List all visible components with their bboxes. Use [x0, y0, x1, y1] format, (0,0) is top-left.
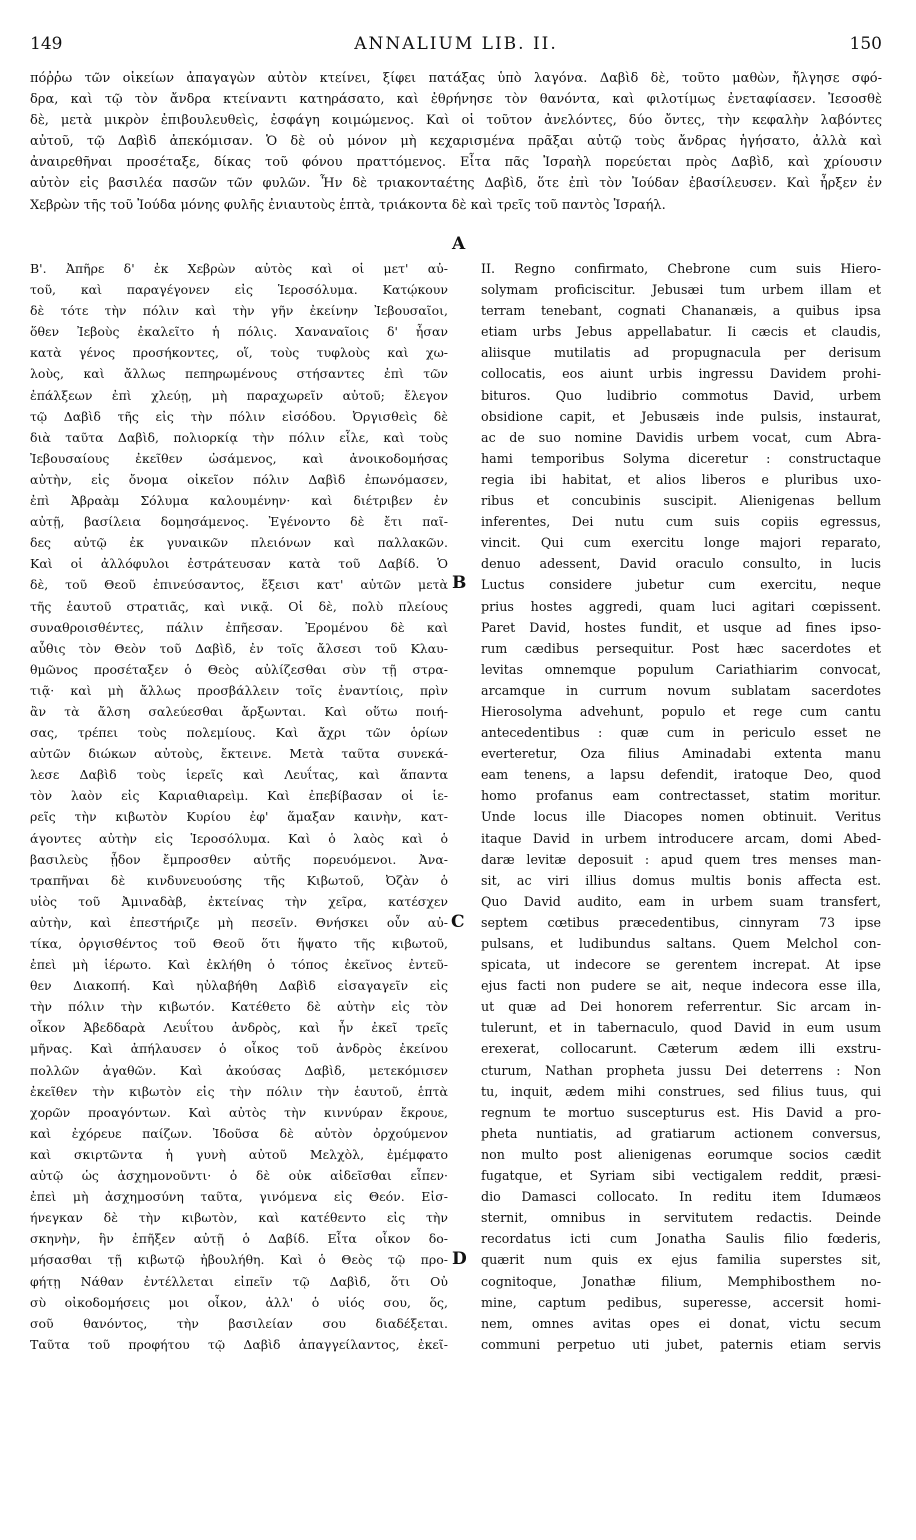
- text-line: antecedentibus : quæ cum in periculo esset ne: [481, 725, 881, 741]
- text-line: daræ levitæ deposuit : apud quem tres menses man-: [481, 851, 881, 867]
- text-line: δὲ, τοῦ Θεοῦ ἐπινεύσαντος, ἔξεισι κατ' αὐτῶν μετὰ: [30, 577, 448, 593]
- text-line: οἶκον Ἀβεδδαρὰ Λευΐτου ἀνδρὸς, καὶ ἦν ἐκεῖ τρεῖς: [30, 1020, 448, 1036]
- margin-letter-c: C: [451, 912, 465, 932]
- text-line: τραπῆναι δὲ κινδυνευούσης τῆς Κιβωτοῦ, Ὀζὰν ὁ: [30, 872, 448, 888]
- text-line: ρεῖς τὴν κιβωτὸν Κυρίου ἐφ' ἅμαξαν καινὴν, κατ-: [30, 809, 448, 825]
- text-line: ήνεγκαν δὲ τὴν κιβωτὸν, καὶ κατέθεντο εἰς τὴν: [30, 1210, 448, 1226]
- margin-letter-b: B: [452, 573, 467, 593]
- text-line: αὐτὸν εἰς βασιλέα πασῶν τῶν φυλῶν. Ἦν δὲ τριακονταέτης Δαβὶδ, ὅτε ἐπὶ τὸν Ἰούδαν ἐβασίλευσεν. Καὶ ἦρξεν ἐν: [30, 176, 882, 192]
- text-line: θεν Διακοπή. Καὶ ηὐλαβήθη Δαβὶδ εἰσαγαγεῖν εἰς: [30, 978, 448, 994]
- text-line: regia ibi habitat, et alios liberos e pluribus uxo-: [481, 471, 881, 487]
- text-line: Καὶ οἱ ἀλλόφυλοι ἐστράτευσαν κατὰ τοῦ Δαβίδ. Ὁ: [30, 556, 448, 572]
- text-line: φήτῃ Νάθαν ἐντέλλεται εἰπεῖν τῷ Δαβὶδ, ὅτι Οὐ: [30, 1273, 448, 1289]
- text-line: obsidione capit, et Jebusæis inde pulsis, instaurat,: [481, 408, 881, 424]
- text-line: Ἰεβουσαίους ἐκεῖθεν ὠσάμενος, καὶ ἀνοικοδομήσας: [30, 450, 448, 466]
- text-line: τῷ Δαβὶδ τῆς εἰς τὴν πόλιν εἰσόδου. Ὀργισθεὶς δὲ: [30, 408, 448, 424]
- margin-letter-d: D: [452, 1249, 467, 1269]
- text-line: terram tenebant, cognati Chananæis, a quibus ipsa: [481, 303, 881, 319]
- text-line: μήσασθαι τῇ κιβωτῷ ἠβουλήθη. Καὶ ὁ Θεὸς τῷ προ-: [30, 1252, 448, 1268]
- text-line: διὰ ταῦτα Δαβὶδ, πολιορκίᾳ τὴν πόλιν εἷλε, καὶ τοὺς: [30, 429, 448, 445]
- text-line: solymam proficiscitur. Jebusæi tum urbem illam et: [481, 282, 881, 298]
- text-line: ἀναιρεθῆναι προσέταξε, δίκας τοῦ φόνου πραττόμενος. Εἶτα πᾶς Ἰσραὴλ πορεύεται πρὸς Δαβὶδ, καὶ χρίουσιν: [30, 155, 882, 171]
- text-line: erexerat, collocarunt. Cæterum ædem illi exstru-: [481, 1041, 881, 1057]
- text-line: Unde locus ille Diacopes nomen obtinuit. Veritus: [481, 809, 881, 825]
- text-line: bituros. Quo ludibrio commotus David, urbem: [481, 387, 881, 403]
- text-line: ribus et concubinis suscipit. Alienigenas bellum: [481, 493, 881, 509]
- text-line: nem, omnes avitas opes ei donat, victu secum: [481, 1315, 881, 1331]
- text-line: ἐπεὶ μὴ ἀσχημοσύνη ταῦτα, γινόμενα εἰς Θεόν. Εἰσ-: [30, 1189, 448, 1205]
- text-line: ἐπὶ Ἀβραὰμ Σόλυμα καλουμένην· καὶ διέτριβεν ἐν: [30, 493, 448, 509]
- page-number-right: 150: [849, 34, 882, 54]
- text-line: ἂν τὰ ἄλση σαλεύεσθαι ἄρξωνται. Καὶ οὕτω ποιή-: [30, 703, 448, 719]
- text-line: cturum, Nathan propheta jussu Dei deterrens : Non: [481, 1062, 881, 1078]
- text-line: αὖθις τὸν Θεὸν τοῦ Δαβὶδ, ἐν τοῖς ἄλσεσι τοῦ Κλαυ-: [30, 640, 448, 656]
- text-line: fugatque, et Syriam sibi vectigalem reddit, præsi-: [481, 1168, 881, 1184]
- text-line: ut quæ ad Dei honorem referrentur. Sic arcam in-: [481, 999, 881, 1015]
- text-line: καὶ ἐχόρευε παίζων. Ἰδοῦσα δὲ αὐτὸν ὀρχούμενον: [30, 1125, 448, 1141]
- text-line: μῆνας. Καὶ ἀπήλαυσεν ὁ οἶκος τοῦ ἀνδρὸς ἐκείνου: [30, 1041, 448, 1057]
- text-line: hami temporibus Solyma diceretur : constructaque: [481, 450, 881, 466]
- text-line: Luctus considere jubetur cum exercitu, neque: [481, 577, 881, 593]
- text-line: πόῤῥω τῶν οἰκείων ἀπαγαγὼν αὐτὸν κτείνει, ξίφει πατάξας ὑπὸ λαγόνα. Δαβὶδ δὲ, τοῦτο μαθὼν, ἤλγησε σφό-: [30, 71, 882, 86]
- text-line: Quo David audito, eam in urbem suam transfert,: [481, 893, 881, 909]
- text-line: etiam urbs Jebus appellabatur. Ii cæcis et claudis,: [481, 324, 881, 340]
- text-line: ἐπεὶ μὴ ἱέρωτο. Καὶ ἐκλήθη ὁ τόπος ἐκεῖνος ἐντεῦ-: [30, 957, 448, 973]
- text-line: ἐκεῖθεν τὴν κιβωτὸν εἰς τὴν πόλιν τὴν ἑαυτοῦ, ἑπτὰ: [30, 1083, 448, 1099]
- text-line: αὐτῶν διώκων αὐτοὺς, ἔκτεινε. Μετὰ ταῦτα συνεκά-: [30, 746, 448, 762]
- text-line: septem cœtibus præcedentibus, cinnyram 73 ipse: [481, 914, 881, 930]
- text-line: mine, captum pedibus, superesse, accersit homi-: [481, 1294, 881, 1310]
- text-line: άγοντες αὐτὴν εἰς Ἱεροσόλυμα. Καὶ ὁ λαὸς καὶ ὁ: [30, 830, 448, 846]
- text-line: Β'. Ἀπῆρε δ' ἐκ Χεβρὼν αὐτὸς καὶ οἱ μετ' αὐ-: [30, 261, 448, 276]
- text-line: denuo adessent, David oraculo consulto, in lucis: [481, 556, 881, 572]
- text-line: χορῶν προαγόντων. Καὶ αὐτὸς τὴν κιννύραν ἔκρουε,: [30, 1104, 448, 1120]
- text-line: collocatis, eos aiunt urbis ingressu Davidem prohi-: [481, 366, 881, 382]
- text-line: aliisque mutilatis ad propugnacula per derisum: [481, 345, 881, 361]
- running-title: ANNALIUM LIB. II.: [354, 34, 558, 54]
- text-line: κατὰ γένος προσήκοντες, οἵ, τοὺς τυφλοὺς καὶ χω-: [30, 345, 448, 361]
- text-line: levitas omnemque populum Cariathiarim convocat,: [481, 661, 881, 677]
- text-line: vincit. Qui cum exercitu longe majori reparato,: [481, 535, 881, 551]
- text-line: Paret David, hostes fundit, et usque ad fines ipso-: [481, 619, 881, 635]
- text-line: δες αὐτῷ ἐκ γυναικῶν πλειόνων καὶ παλλακῶν.: [30, 535, 448, 551]
- text-line: ejus facti non pudere se ait, neque indecora esse illa,: [481, 978, 881, 994]
- text-line: σας, τρέπει τοὺς πολεμίους. Καὶ ἄχρι τῶν ὁρίων: [30, 725, 448, 741]
- text-line: regnum te mortuo suscepturus est. His David a pro-: [481, 1104, 881, 1120]
- text-line: αὐτῷ ὡς ἀσχημονοῦντι· ὁ δὲ οὐκ αἰδεῖσθαι εἶπεν·: [30, 1168, 448, 1184]
- text-line: λοὺς, καὶ ἄλλως πεπηρωμένους στήσαντες ἐπὶ τῶν: [30, 366, 448, 382]
- text-line: δρα, καὶ τῷ τὸν ἄνδρα κτείναντι κατηράσατο, καὶ ἐθρήνησε τὸν θανόντα, καὶ φιλοτίμως ἐνεταφίασεν. Ἰεσοσθὲ: [30, 92, 882, 108]
- greek-column: [30, 258, 448, 1355]
- text-line: σκηνὴν, ἣν ἐπῆξεν αὐτῇ ὁ Δαβίδ. Εἶτα οἶκον δο-: [30, 1231, 448, 1247]
- text-line: pulsans, et ludibundus saltans. Quem Melchol con-: [481, 936, 881, 951]
- text-line: tulerunt, et in tabernaculo, quod David in eum usum: [481, 1020, 881, 1036]
- text-line: tu, inquit, ædem mihi construes, sed filius tuus, qui: [481, 1083, 881, 1099]
- text-line: τιᾷ· καὶ μὴ ἄλλως προσβάλλειν τοῖς ἐναντίοις, πρὶν: [30, 682, 448, 698]
- text-line: ac de suo nomine Davidis urbem vocat, cum Abra-: [481, 429, 881, 445]
- text-line: αὐτοῦ, τῷ Δαβὶδ ἀπεκόμισαν. Ὁ δὲ οὐ μόνον μὴ κεχαρισμένα πρᾶξαι αὐτῷ τοὺς ἄνδρας ἡγήσατο, ἀλλὰ καὶ: [30, 134, 882, 150]
- text-line: everteretur, Oza filius Aminadabi extenta manu: [481, 746, 881, 762]
- text-line: αὐτὴν, καὶ ἐπεστήριζε μὴ πεσεῖν. Θνήσκει οὖν αὐ-: [30, 914, 448, 930]
- text-line: non multo post alienigenas eorumque socios cædit: [481, 1146, 881, 1162]
- text-line: Χεβρὼν τῆς τοῦ Ἰούδα μόνης φυλῆς ἐνιαυτοὺς ἑπτὰ, τριάκοντα δὲ καὶ τρεῖς τοῦ παντὸς Ἰσραήλ.: [30, 197, 666, 213]
- text-line: quærit num quis ex ejus familia superstes sit,: [481, 1252, 881, 1268]
- text-line: βασιλεὺς ᾖδον ἔμπροσθεν αὐτῆς πορευόμενοι. Ἀνα-: [30, 851, 448, 867]
- text-line: ὅθεν Ἰεβοὺς ἐκαλεῖτο ἡ πόλις. Χαναναῖοις δ' ἦσαν: [30, 324, 448, 340]
- text-line: πολλῶν ἀγαθῶν. Καὶ ἀκούσας Δαβὶδ, μετεκόμισεν: [30, 1062, 448, 1078]
- page-number-left: 149: [30, 34, 63, 54]
- text-line: θμῶνος προσέταξεν ὁ Θεὸς αὐλίζεσθαι σὺν τῇ στρα-: [30, 661, 448, 677]
- text-line: συναθροισθέντες, πάλιν ἐπῆεσαν. Ἐρομένου δὲ καὶ: [30, 619, 448, 635]
- text-line: αὐτὴν, εἰς ὄνομα οἰκεῖον πόλιν Δαβὶδ ἐπωνόμασεν,: [30, 471, 448, 487]
- text-line: prius hostes aggredi, quam luci agitari cœpissent.: [481, 598, 881, 614]
- text-line: inferentes, Dei nutu cum suis copiis egressus,: [481, 514, 881, 530]
- text-line: τὸν λαὸν εἰς Καριαθιαρεὶμ. Καὶ ἐπεβίβασαν οἱ ἱε-: [30, 788, 448, 804]
- text-line: homo profanus eam contrectasset, statim moritur.: [481, 788, 881, 804]
- text-line: δὲ, μετὰ μικρὸν ἐπιβουλευθεὶς, ἐσφάγη κοιμώμενος. Καὶ οἱ τοῦτον ἀνελόντες, δύο ὄντες, τὴν κεφαλὴν λαβόντες: [30, 113, 882, 129]
- text-line: Hierosolyma advehunt, populo et rege cum cantu: [481, 703, 881, 719]
- text-line: τοῦ, καὶ παραγέγονεν εἰς Ἱεροσόλυμα. Κατῴκουν: [30, 282, 448, 298]
- text-line: λεσε Δαβὶδ τοὺς ἱερεῖς καὶ Λευΐτας, καὶ ἅπαντα: [30, 767, 448, 783]
- text-line: δὲ τότε τὴν πόλιν καὶ τὴν γῆν ἐκείνην Ἰεβουσαῖοι,: [30, 303, 448, 319]
- top-greek-paragraph: [30, 68, 882, 216]
- text-line: eam tenens, a lapsu defendit, iratoque Deo, quod: [481, 767, 881, 783]
- text-line: καὶ σκιρτῶντα ἡ γυνὴ αὐτοῦ Μελχὸλ, ἐμέμφατο: [30, 1146, 448, 1162]
- text-line: τῆς ἑαυτοῦ στρατιᾶς, καὶ νικᾷ. Οἱ δὲ, πολὺ πλείους: [30, 598, 448, 614]
- text-line: Ταῦτα τοῦ προφήτου τῷ Δαβὶδ ἀπαγγείλαντος, ἐκεῖ-: [30, 1336, 448, 1352]
- text-line: recordatus icti cum Jonatha Saulis filio fœderis,: [481, 1231, 881, 1247]
- text-line: spicata, ut indecore se gerentem increpat. At ipse: [481, 957, 881, 973]
- text-line: αὐτῇ, βασίλεια δομησάμενος. Ἐγένοντο δὲ ἔτι παῖ-: [30, 514, 448, 530]
- text-line: pheta nuntiatis, ad gratiarum actionem conversus,: [481, 1125, 881, 1141]
- text-line: rum cædibus persequitur. Post hæc sacerdotes et: [481, 640, 881, 656]
- text-line: τίκα, ὀργισθέντος τοῦ Θεοῦ ὅτι ἥψατο τῆς κιβωτοῦ,: [30, 936, 448, 951]
- text-line: υἱὸς τοῦ Ἀμιναδὰβ, ἐκτείνας τὴν χεῖρα, κατέσχεν: [30, 893, 448, 909]
- text-line: τὴν πόλιν τὴν κιβωτόν. Κατέθετο δὲ αὐτὴν εἰς τὸν: [30, 999, 448, 1015]
- margin-letter-a: A: [452, 234, 466, 254]
- text-line: communi perpetuo uti jubet, paternis etiam servis: [481, 1336, 881, 1352]
- text-line: dio Damasci collocato. In reditu item Idumæos: [481, 1189, 881, 1205]
- text-line: sit, ac viri illius domus multis bonis affecta est.: [481, 872, 881, 888]
- text-line: ἐπάλξεων ἐπὶ χλεύῃ, μὴ παραχωρεῖν αὐτοῦ; ἔλεγον: [30, 387, 448, 403]
- text-line: sternit, omnibus in servitutem redactis. Deinde: [481, 1210, 881, 1226]
- text-line: σοῦ θανόντος, τὴν βασιλείαν σου διαδέξεται.: [30, 1315, 448, 1331]
- page-header: [30, 34, 882, 56]
- text-line: arcamque in currum novum sublatam sacerdotes: [481, 682, 881, 698]
- text-line: II. Regno confirmato, Chebrone cum suis Hiero-: [481, 261, 881, 276]
- text-line: σὺ οἰκοδομήσεις μοι οἶκον, ἀλλ' ὁ υἱός σου, ὅς,: [30, 1294, 448, 1310]
- text-line: itaque David in urbem introducere arcam, domi Abed-: [481, 830, 881, 846]
- latin-column: [481, 258, 881, 1355]
- text-line: cognitoque, Jonathæ filium, Memphibosthem no-: [481, 1273, 881, 1289]
